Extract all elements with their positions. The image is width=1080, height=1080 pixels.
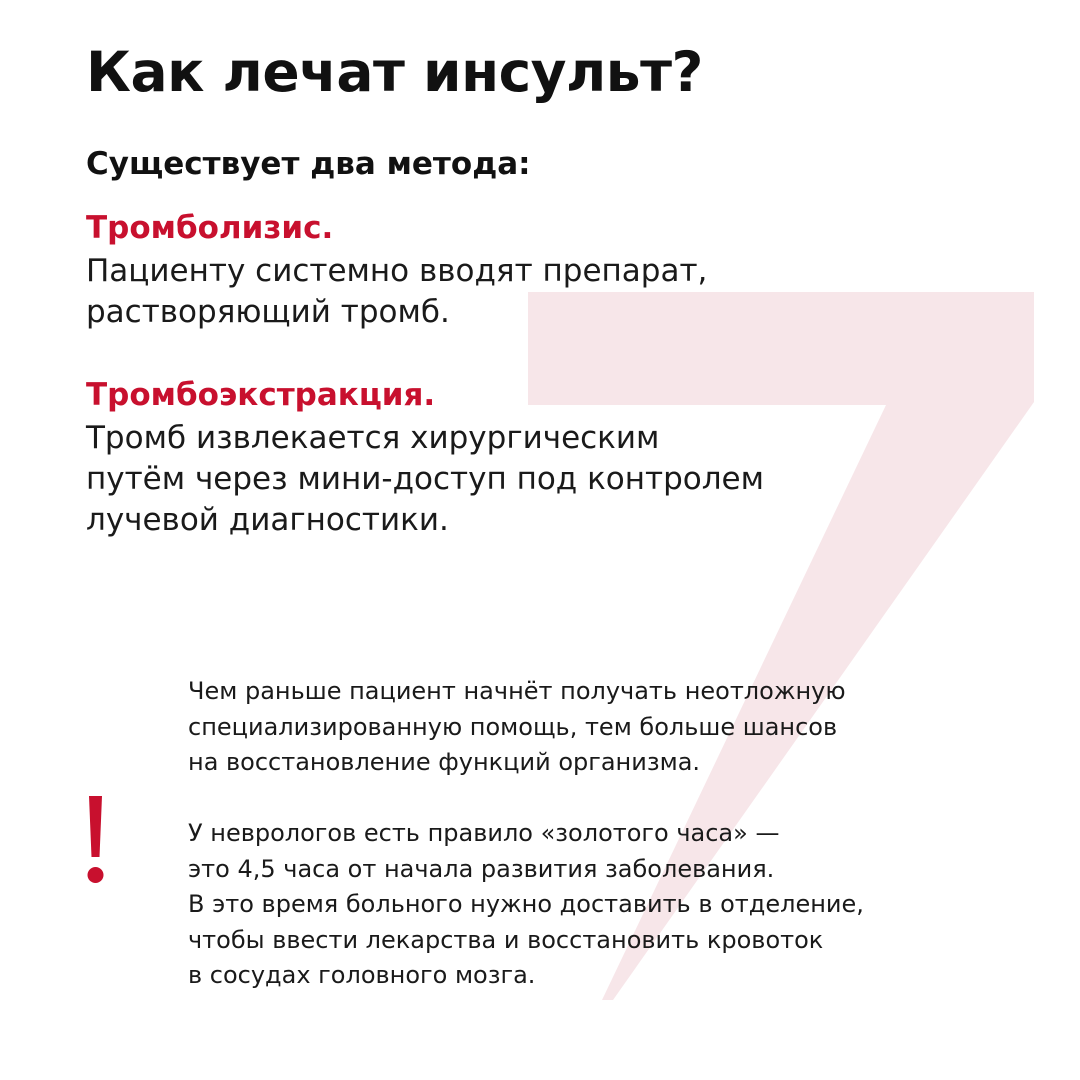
method-thrombectomy-name: Тромбоэкстракция. [86,377,436,413]
note-line: это 4,5 часа от начала развития заболевания. [188,854,775,883]
exclamation-icon [80,778,112,888]
note-line: В это время больного нужно доставить в отделение, [188,890,864,918]
note-line: Чем раньше пациент начнёт получать неотложную [188,677,846,705]
note-line: чтобы ввести лекарства и восстановить кровоток [188,925,824,954]
method-thrombolysis-description [86,251,846,333]
exclamation-bar [89,796,102,857]
golden-hour-note [188,816,864,994]
description-line: растворяющий тромб. [86,294,450,330]
method-thrombectomy-description [86,418,846,541]
page-title: Как лечат инсульт? [86,40,703,104]
exclamation-dot [88,867,104,883]
note-line: на восстановление функций организма. [188,748,701,776]
note-line: в сосудах головного мозга. [188,961,536,989]
method-thrombolysis-name: Тромболизис. [86,210,334,246]
description-line: лучевой диагностики. [86,502,449,538]
description-line: путём через мини-доступ под контролем [86,461,765,497]
description-line: Пациенту системно вводят препарат, [86,253,708,289]
note-line: У неврологов есть правило «золотого часа» — [188,819,780,847]
note-line: специализированную помощь, тем больше шансов [188,712,838,741]
urgency-note [188,674,846,781]
section-subtitle: Существует два метода: [86,146,531,182]
description-line: Тромб извлекается хирургическим [86,420,660,456]
